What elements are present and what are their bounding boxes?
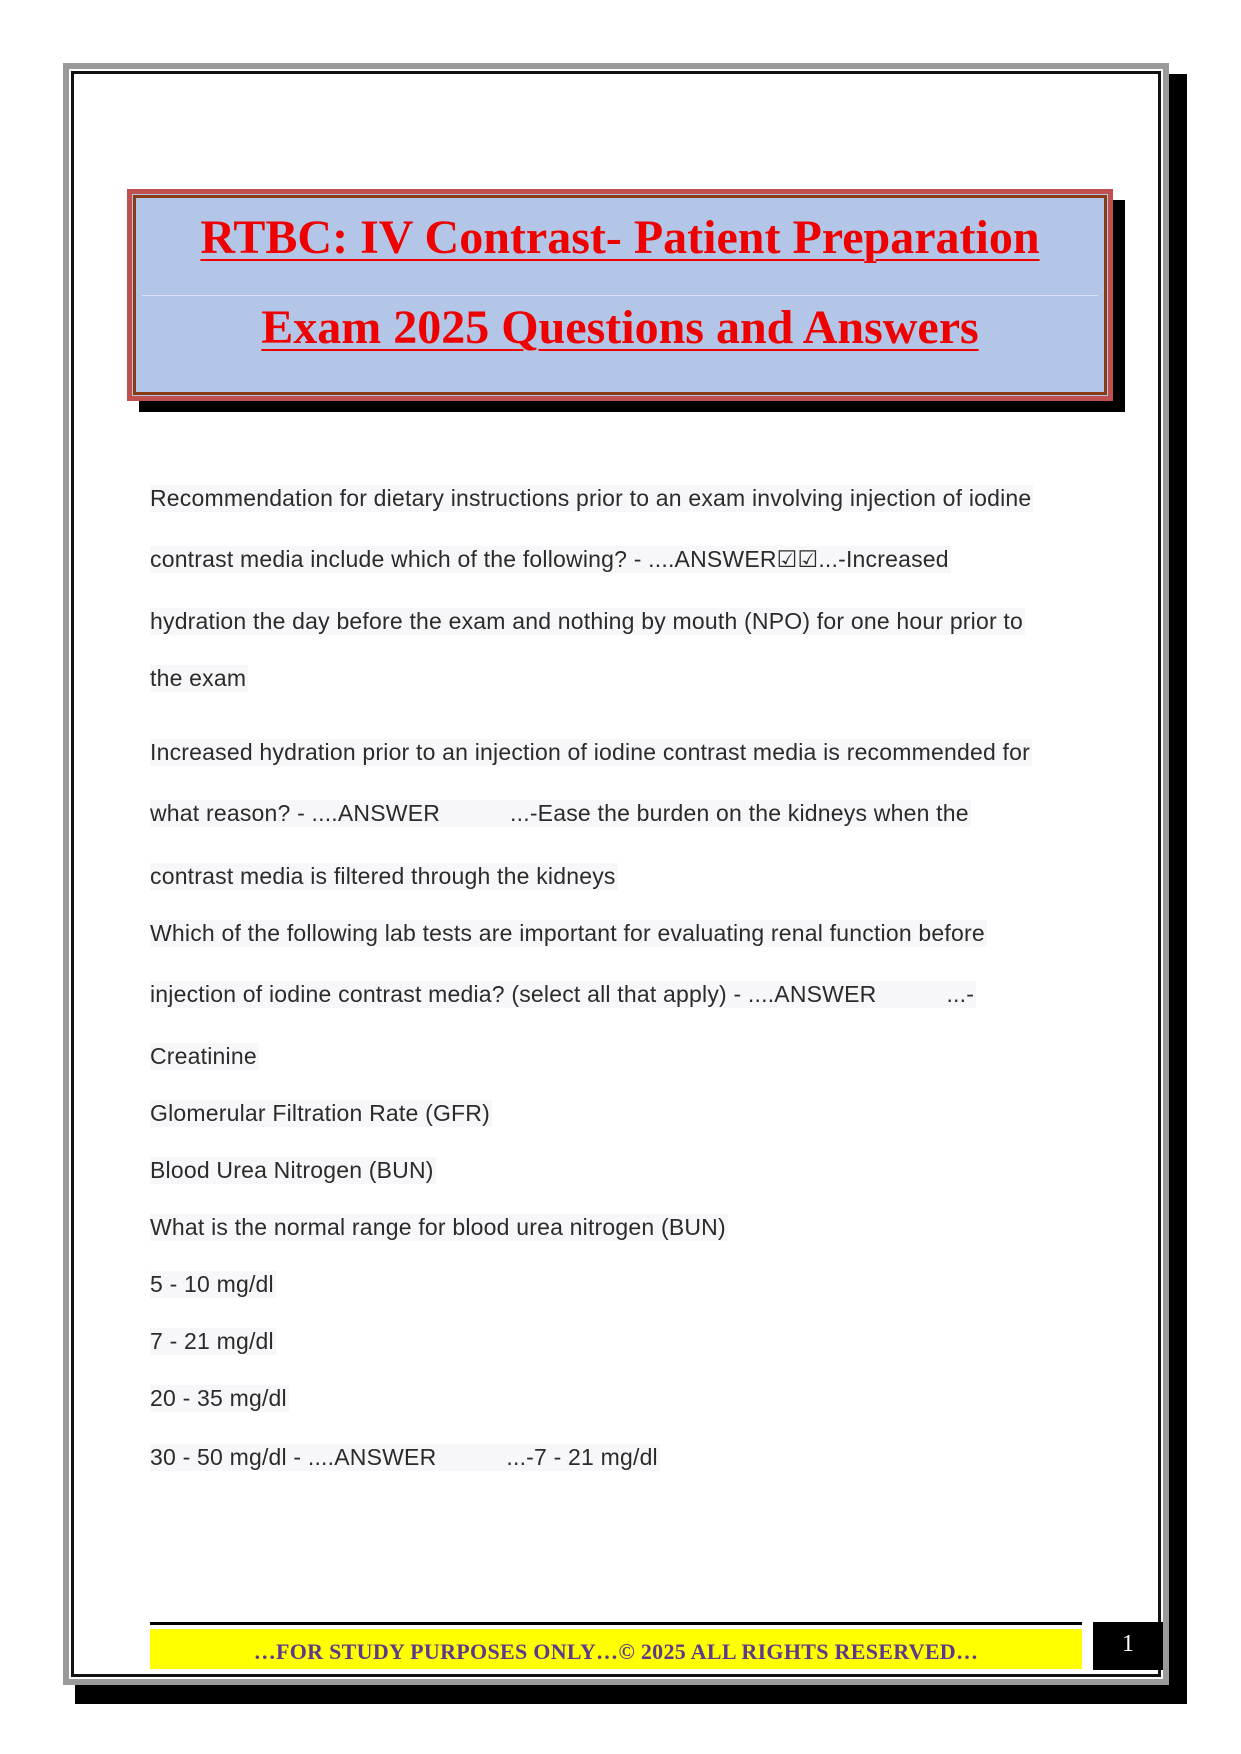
text-line: Glomerular Filtration Rate (GFR) (150, 1100, 490, 1126)
text-line: 20 - 35 mg/dl (150, 1385, 287, 1411)
title-line-2: Exam 2025 Questions and Answers (261, 301, 979, 354)
answer-prefix: what reason? - ....ANSWER (150, 800, 441, 826)
footer-rule (150, 1622, 1082, 1625)
text-line: Recommendation for dietary instructions prior to an exam involving injection of iodine (150, 485, 1032, 511)
answer-prefix: injection of iodine contrast media? (select all that apply) - ....ANSWER (150, 981, 877, 1007)
page-number: 1 (1093, 1622, 1163, 1670)
answer-line (150, 1444, 660, 1471)
answer-text: ...-Ease the burden on the kidneys when the (510, 800, 969, 826)
text-line: Increased hydration prior to an injection of iodine contrast media is recommended for (150, 739, 1030, 765)
text-line: Creatinine (150, 1043, 257, 1069)
text-line: hydration the day before the exam and nothing by mouth (NPO) for one hour prior to (150, 608, 1024, 634)
text-line: contrast media is filtered through the kidneys (150, 863, 616, 889)
text-line: Blood Urea Nitrogen (BUN) (150, 1157, 434, 1183)
title-box (127, 189, 1113, 401)
title-divider (142, 295, 1098, 296)
title-line-1: RTBC: IV Contrast- Patient Preparation (200, 211, 1040, 264)
footer-banner: …FOR STUDY PURPOSES ONLY…© 2025 ALL RIGHTS RESERVED… (150, 1629, 1082, 1669)
answer-prefix: 30 - 50 mg/dl - ....ANSWER (150, 1444, 437, 1470)
answer-line (150, 981, 976, 1008)
text-line: What is the normal range for blood urea nitrogen (BUN) (150, 1214, 726, 1240)
text-line: Which of the following lab tests are important for evaluating renal function before (150, 920, 985, 946)
answer-text: ...- (946, 981, 975, 1007)
text-line: 5 - 10 mg/dl (150, 1271, 274, 1297)
answer-text: ...-7 - 21 mg/dl (506, 1444, 658, 1470)
text-line: the exam (150, 665, 247, 691)
text-line: contrast media include which of the following? - ....ANSWER☑☑...-Increased (150, 546, 949, 572)
text-line: 7 - 21 mg/dl (150, 1328, 274, 1354)
answer-line (150, 800, 971, 827)
